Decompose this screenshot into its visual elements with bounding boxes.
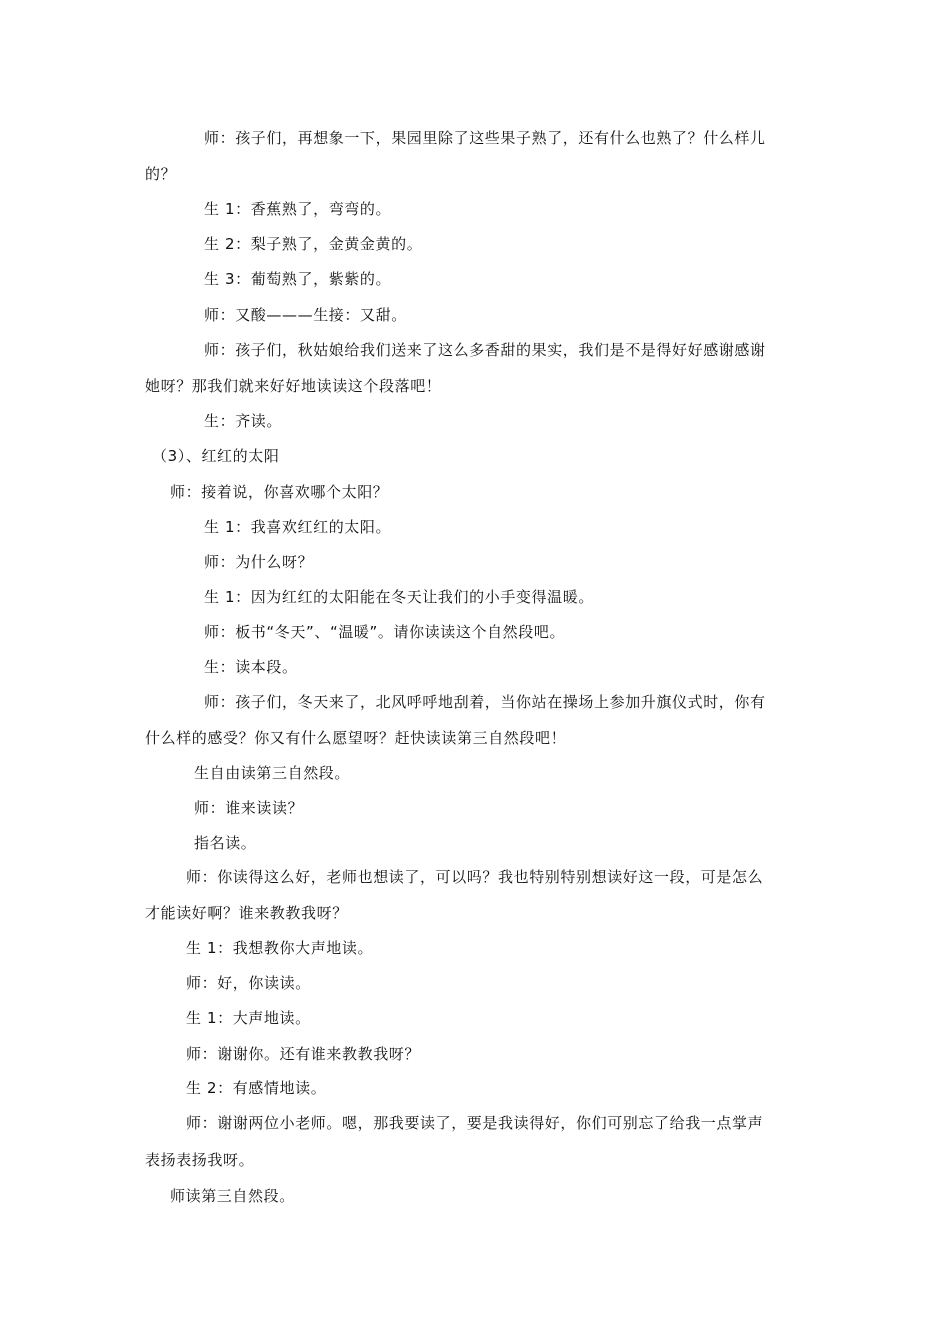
- paragraph-line: 生 2：有感情地读。: [186, 1079, 327, 1097]
- paragraph-line: 她呀？那我们就来好好地读读这个段落吧！: [145, 377, 442, 395]
- paragraph-line: 师：又酸———生接：又甜。: [204, 306, 407, 324]
- paragraph-line: 师：谢谢两位小老师。嗯，那我要读了，要是我读得好，你们可别忘了给我一点掌声: [186, 1114, 764, 1132]
- paragraph-line: 师：你读得这么好，老师也想读了，可以吗？我也特别特别想读好这一段，可是怎么: [186, 868, 764, 886]
- section-heading: （3）、红红的太阳: [152, 447, 280, 465]
- paragraph-line: 生 1：我喜欢红红的太阳。: [204, 518, 392, 536]
- paragraph-line: 生：读本段。: [204, 658, 298, 676]
- paragraph-line: 师：孩子们，再想象一下，果园里除了这些果子熟了，还有什么也熟了？什么样儿: [204, 129, 766, 147]
- paragraph-line: 指名读。: [194, 834, 257, 852]
- paragraph-line: 师：接着说，你喜欢哪个太阳？: [170, 483, 389, 501]
- paragraph-line: 生 1：我想教你大声地读。: [186, 939, 374, 957]
- paragraph-line: 的？: [145, 165, 177, 183]
- paragraph-line: 生 2：梨子熟了，金黄金黄的。: [204, 235, 423, 253]
- paragraph-line: 什么样的感受？你又有什么愿望呀？赶快读读第三自然段吧！: [145, 729, 567, 747]
- paragraph-line: 师：为什么呀？: [204, 553, 314, 571]
- paragraph-line: 生 1：香蕉熟了，弯弯的。: [204, 200, 392, 218]
- paragraph-line: 师：板书“冬天”、“温暖”。请你读读这个自然段吧。: [204, 623, 566, 641]
- paragraph-line: 生：齐读。: [204, 412, 283, 430]
- paragraph-line: 表扬表扬我呀。: [145, 1151, 255, 1169]
- paragraph-line: 才能读好啊？谁来教教我呀？: [145, 904, 348, 922]
- paragraph-line: 师：谢谢你。还有谁来教教我呀？: [186, 1045, 421, 1063]
- paragraph-line: 生 3：葡萄熟了，紫紫的。: [204, 270, 392, 288]
- paragraph-line: 师：好，你读读。: [186, 974, 311, 992]
- paragraph-line: 师：谁来读读？: [194, 799, 304, 817]
- paragraph-line: 生 1：因为红红的太阳能在冬天让我们的小手变得温暖。: [204, 588, 594, 606]
- paragraph-line: 师读第三自然段。: [170, 1187, 295, 1205]
- paragraph-line: 师：孩子们，秋姑娘给我们送来了这么多香甜的果实，我们是不是得好好感谢感谢: [204, 341, 766, 359]
- paragraph-line: 生自由读第三自然段。: [194, 764, 351, 782]
- paragraph-line: 师：孩子们，冬天来了，北风呼呼地刮着，当你站在操场上参加升旗仪式时，你有: [204, 693, 766, 711]
- paragraph-line: 生 1：大声地读。: [186, 1009, 311, 1027]
